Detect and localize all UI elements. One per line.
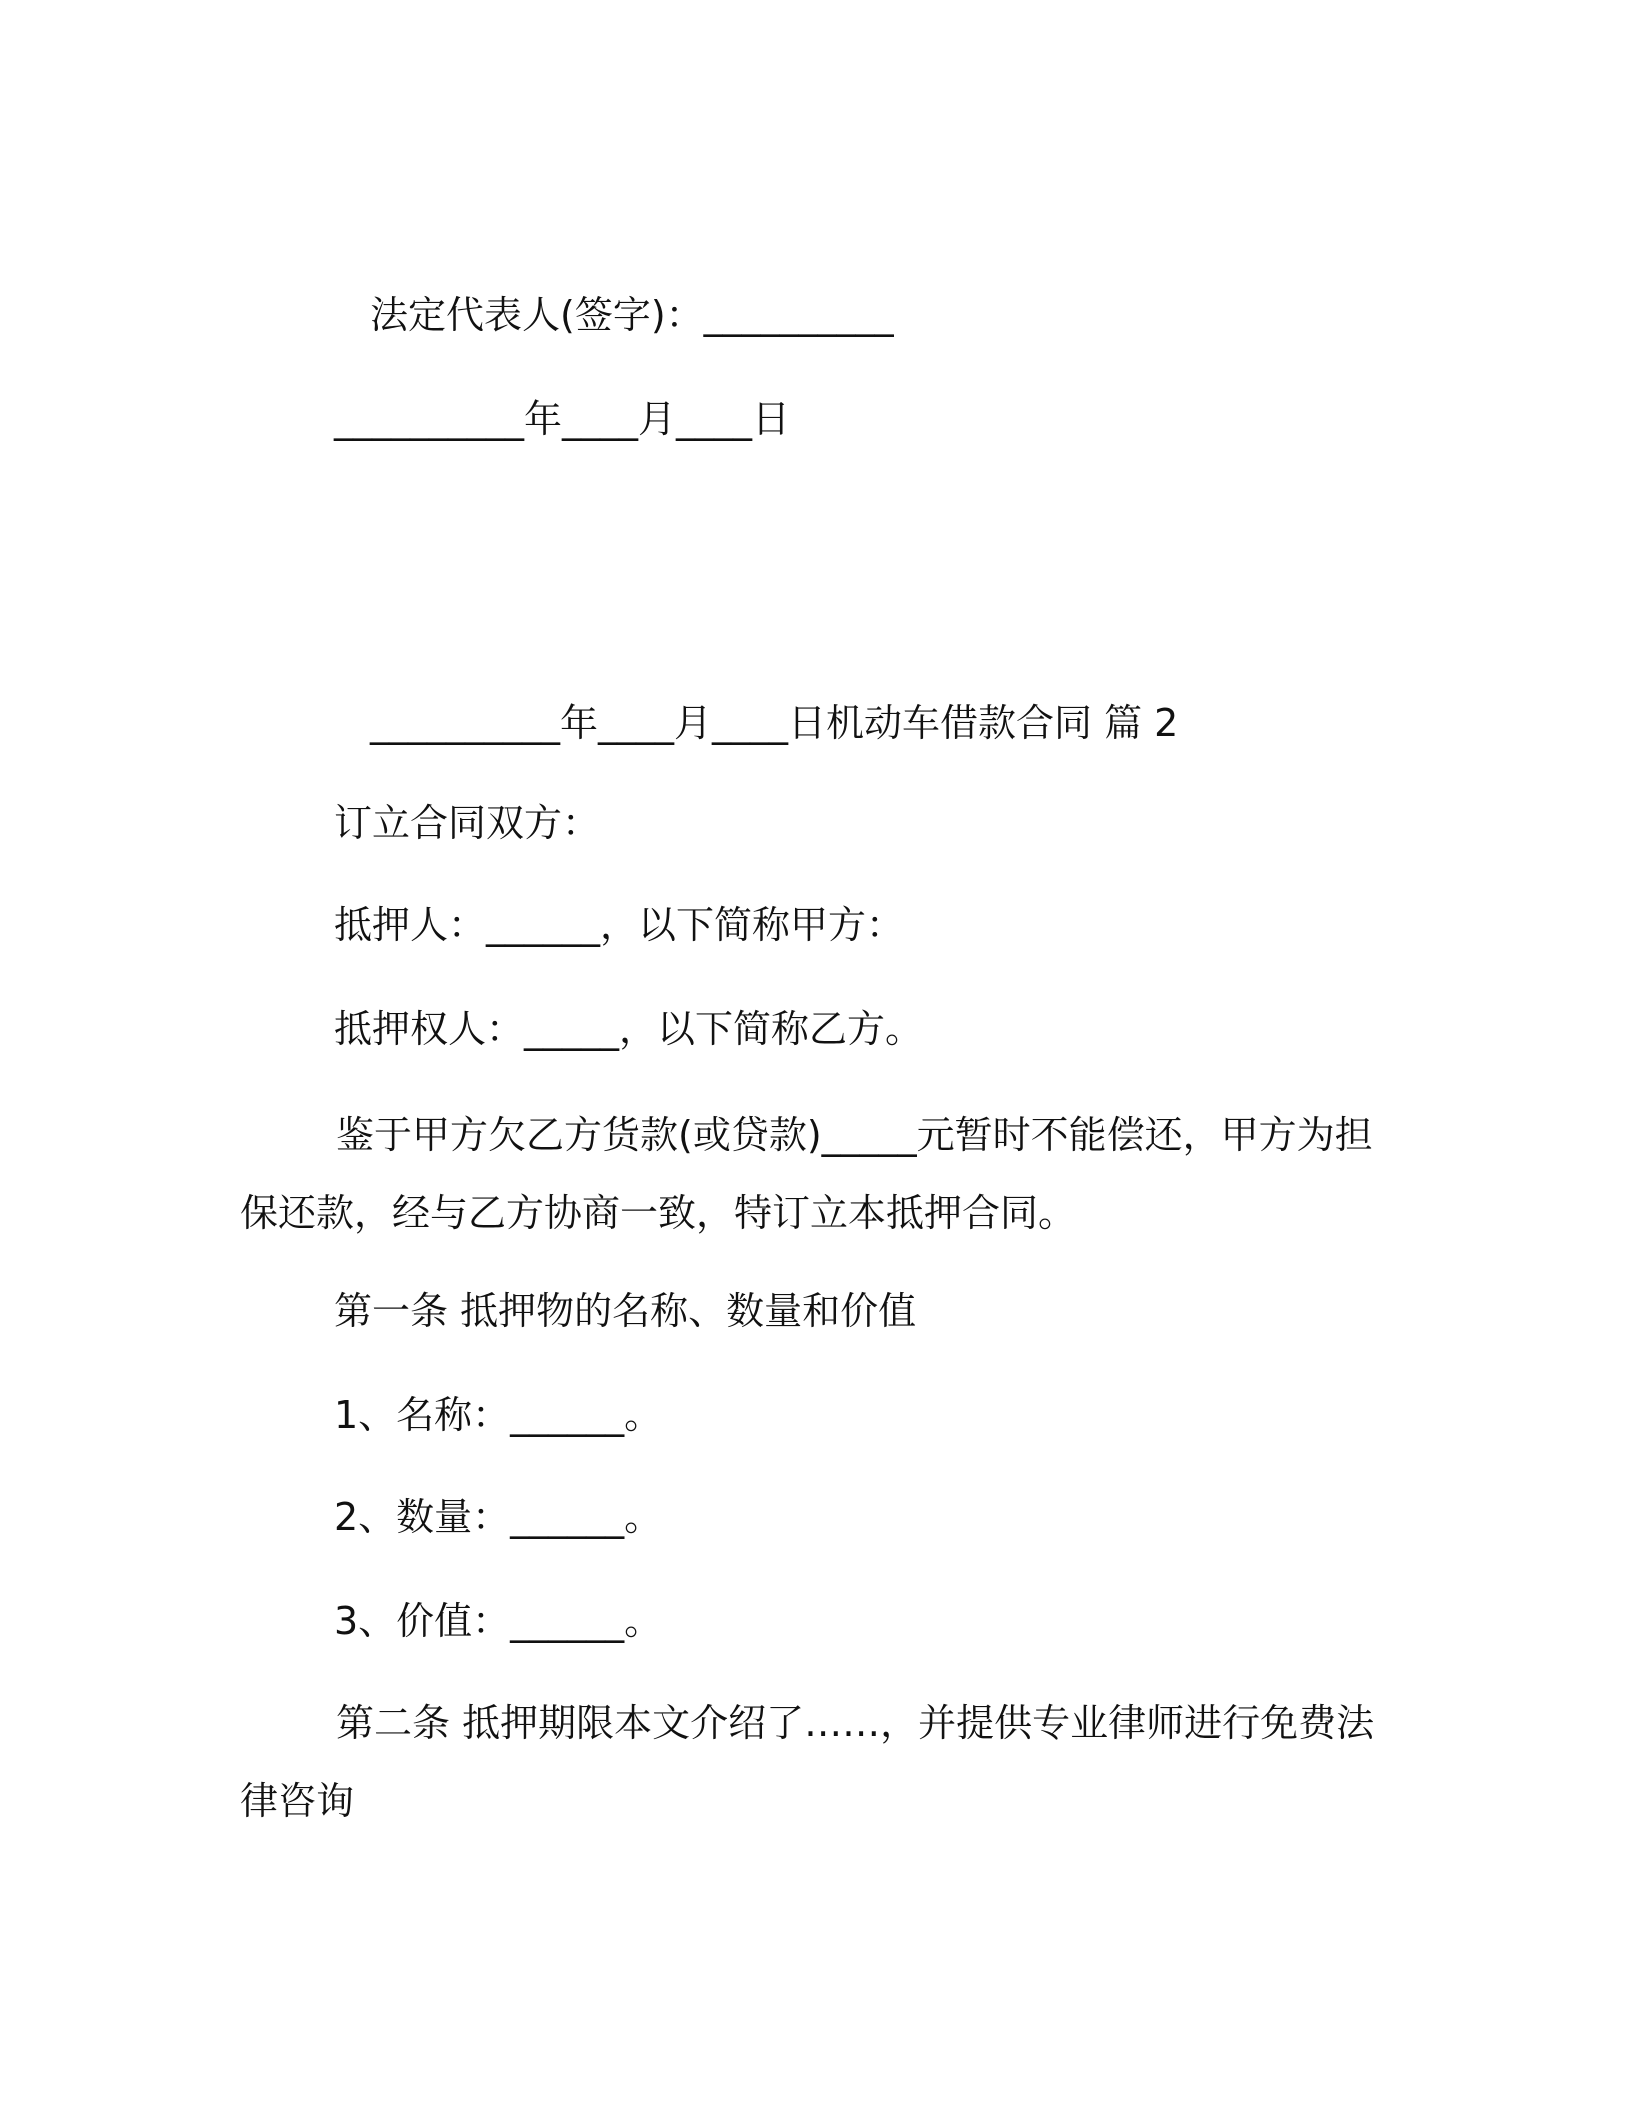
- article1-item-quantity: 2、数量：______。: [334, 1495, 663, 1539]
- mortgagor-line: 抵押人：______，以下简称甲方：: [334, 903, 905, 947]
- article1-item-name: 1、名称：______。: [334, 1393, 663, 1437]
- preamble-paragraph: 鉴于甲方欠乙方货款(或贷款)_____元暂时不能偿还，甲方为担保还款，经与乙方协商一致，特订立本抵押合同。: [240, 1113, 1373, 1235]
- contract-title: __________年____月____日机动车借款合同 篇 2: [370, 701, 1179, 745]
- parties-heading: 订立合同双方：: [334, 801, 601, 845]
- legal-rep-signature-line: 法定代表人(签字)：__________: [370, 293, 894, 337]
- signature-date-line: __________年____月____日: [334, 397, 791, 441]
- article2-paragraph: 第二条 抵押期限本文介绍了……，并提供专业律师进行免费法律咨询: [240, 1701, 1375, 1823]
- article1-heading: 第一条 抵押物的名称、数量和价值: [334, 1289, 917, 1333]
- article1-item-value: 3、价值：______。: [334, 1599, 663, 1643]
- mortgagee-line: 抵押权人：_____，以下简称乙方。: [334, 1007, 924, 1051]
